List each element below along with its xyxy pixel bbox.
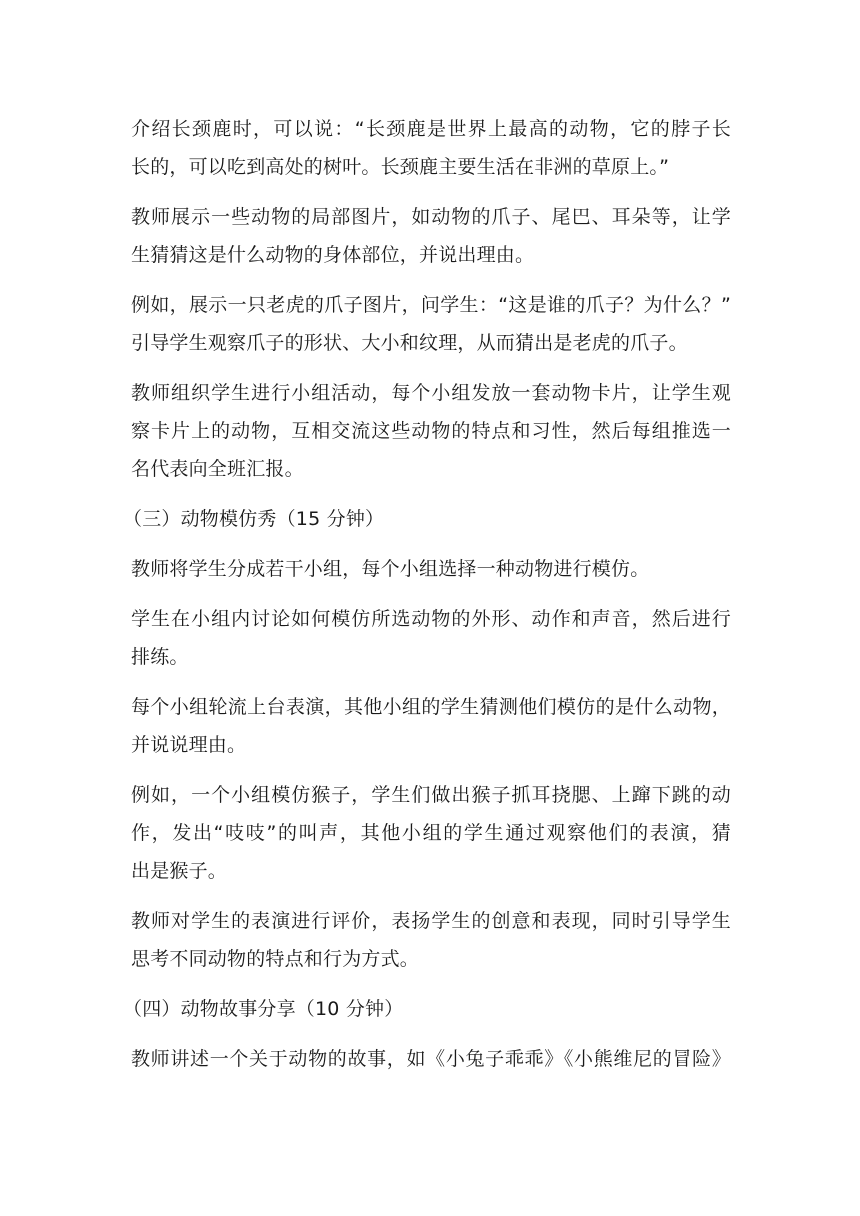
text-line: 并说说理由。: [131, 734, 247, 756]
text-line: 介绍长颈鹿时，可以说：“长颈鹿是世界上最高的动物，它的脖子长: [131, 118, 731, 140]
paragraph: [131, 688, 731, 764]
paragraph: [131, 110, 731, 186]
text-line: 例如，展示一只老虎的爪子图片，问学生：“这是谁的爪子？为什么？”: [131, 294, 731, 316]
section-heading: [123, 990, 731, 1028]
heading-line: （四）动物故事分享（10 分钟）: [123, 998, 404, 1020]
text-line: 名代表向全班汇报。: [131, 458, 304, 480]
text-line: 引导学生观察爪子的形状、大小和纹理，从而猜出是老虎的爪子。: [131, 332, 688, 354]
text-line: 例如，一个小组模仿猴子，学生们做出猴子抓耳挠腮、上蹿下跳的动: [131, 784, 731, 806]
text-line: 教师展示一些动物的局部图片，如动物的爪子、尾巴、耳朵等，让学: [131, 206, 731, 228]
text-line: 学生在小组内讨论如何模仿所选动物的外形、动作和声音，然后进行: [131, 608, 731, 630]
text-line: 教师组织学生进行小组活动，每个小组发放一套动物卡片，让学生观: [131, 382, 731, 404]
text-line: 思考不同动物的特点和行为方式。: [131, 948, 420, 970]
section-heading: [123, 500, 731, 538]
text-line: 出是猴子。: [131, 860, 228, 882]
paragraph: [131, 550, 731, 588]
paragraph: [131, 374, 731, 488]
document-body: [123, 110, 731, 1078]
text-line: 长的，可以吃到高处的树叶。长颈鹿主要生活在非洲的草原上。”: [131, 156, 670, 178]
text-line: 生猜猜这是什么动物的身体部位，并说出理由。: [131, 244, 535, 266]
text-line: 教师将学生分成若干小组，每个小组选择一种动物进行模仿。: [131, 558, 650, 580]
paragraph: [131, 776, 731, 890]
paragraph: [131, 902, 731, 978]
heading-line: （三）动物模仿秀（15 分钟）: [123, 508, 385, 530]
paragraph: [131, 1040, 731, 1078]
paragraph: [131, 286, 731, 362]
text-line: 作，发出“吱吱”的叫声，其他小组的学生通过观察他们的表演，猜: [131, 822, 731, 844]
text-line: 教师讲述一个关于动物的故事，如《小兔子乖乖》《小熊维尼的冒险》: [131, 1048, 731, 1070]
paragraph: [131, 600, 731, 676]
text-line: 每个小组轮流上台表演，其他小组的学生猜测他们模仿的是什么动物，: [131, 696, 731, 718]
paragraph: [131, 198, 731, 274]
text-line: 排练。: [131, 646, 189, 668]
text-line: 教师对学生的表演进行评价，表扬学生的创意和表现，同时引导学生: [131, 910, 731, 932]
text-line: 察卡片上的动物，互相交流这些动物的特点和习性，然后每组推选一: [131, 420, 731, 442]
